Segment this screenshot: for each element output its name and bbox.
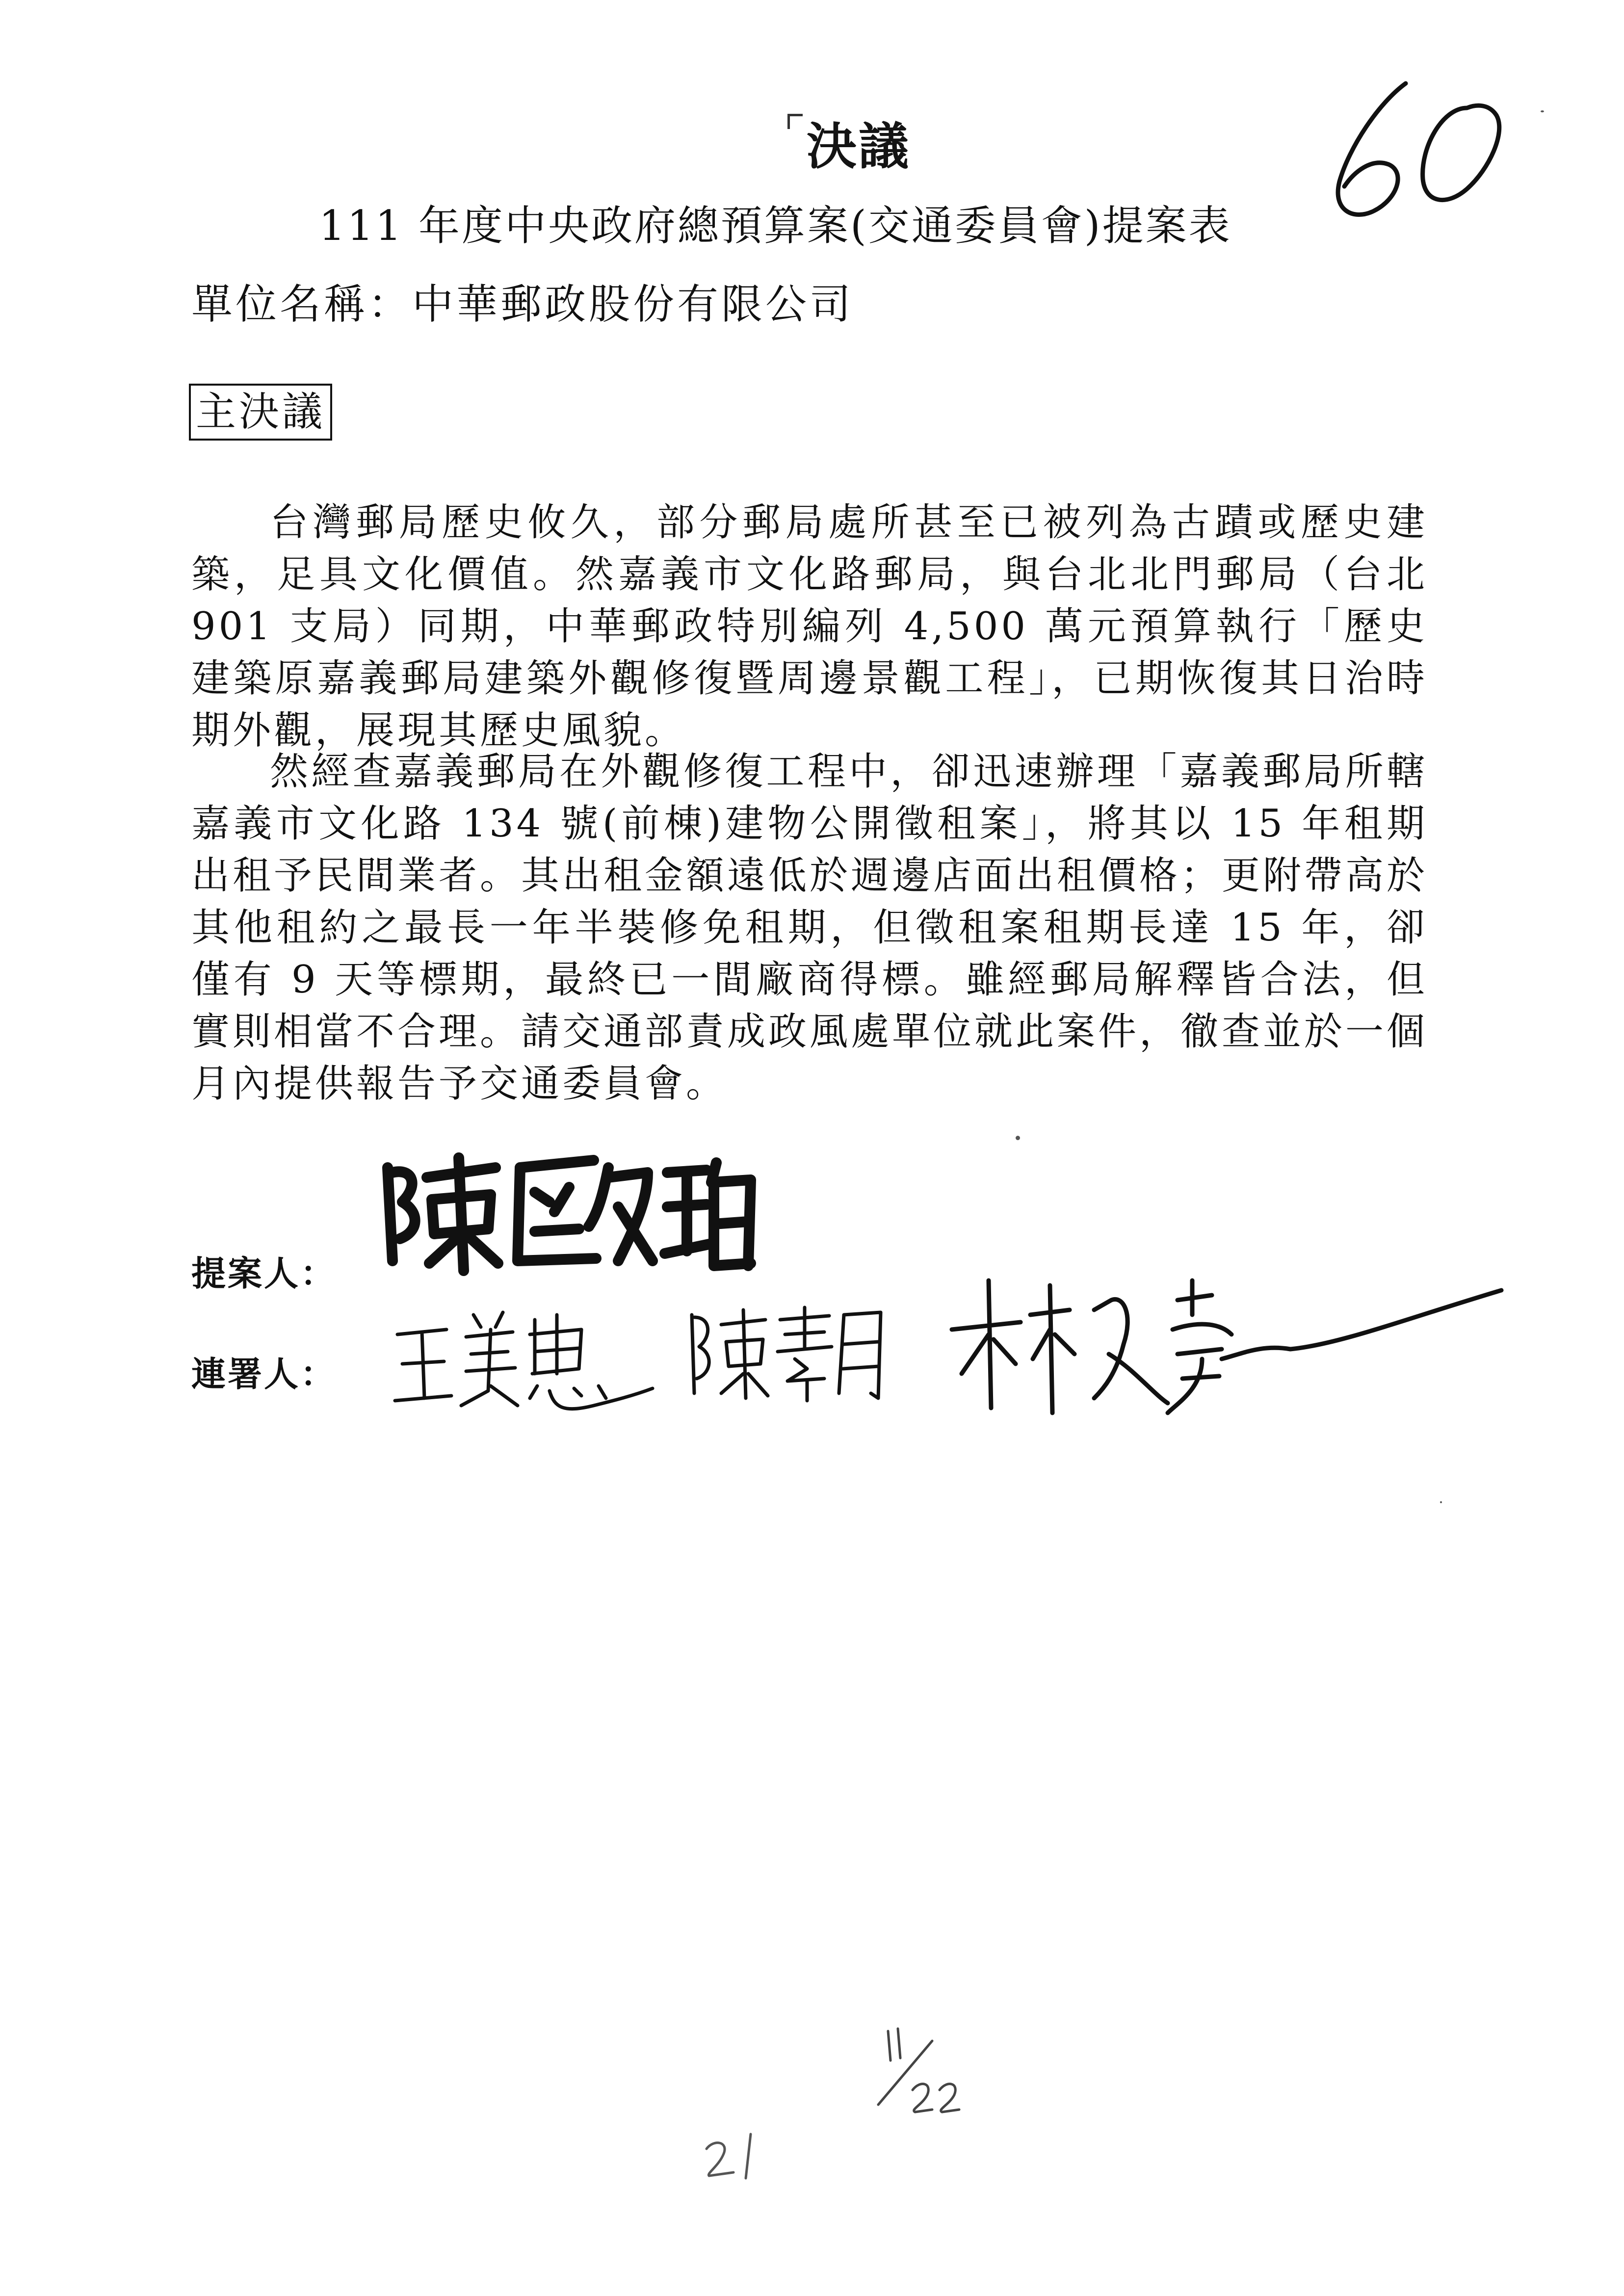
handwritten-page-mark: [692, 2114, 780, 2188]
proposer-label: 提案人：: [191, 1253, 337, 1294]
proposer-signature: [373, 1138, 765, 1285]
page-title: 111 年度中央政府總預算案(交通委員會)提案表: [319, 202, 1232, 250]
resolution-stamp: 決議: [807, 118, 911, 176]
cosigner-signature-1: [388, 1300, 662, 1418]
body-paragraph-1: 台灣郵局歷史攸久，部分郵局處所甚至已被列為古蹟或歷史建築，足具文化價值。然嘉義市文化路郵局，與台北北門郵局（台北 901 支局）同期，中華郵政特別編列 4,500 萬元預算執行「歷史建築原嘉義郵局建築外觀修復暨周邊景觀工程」，已期恢復其日治時期外觀，展現其歷史風貌。: [191, 500, 1428, 753]
cosigner-signature-2: [682, 1295, 893, 1408]
unit-line: [191, 272, 1173, 336]
scan-speck: [1440, 1501, 1442, 1503]
handwritten-page-number: [1320, 74, 1526, 231]
cosigner-label: 連署人：: [191, 1354, 337, 1394]
scan-speck: [1016, 1136, 1020, 1140]
unit-name: 中華郵政股份有限公司: [412, 280, 854, 328]
cosigner-signature-3: [947, 1256, 1506, 1433]
section-label-boxed: 主決議: [189, 384, 332, 441]
body-paragraph-2: 然經查嘉義郵局在外觀修復工程中，卻迅速辦理「嘉義郵局所轄嘉義市文化路 134 號(前棟)建物公開徵租案」，將其以 15 年租期出租予民間業者。其出租金額遠低於週邊店面出租價格；更附帶高於其他租約之最長一年半裝修免租期，但徵租案租期長達 15 年，卻僅有 9 天等標期，最終已一間廠商得標。雖經郵局解釋皆合法，但實則相當不合理。請交通部責成政風處單位就此案件，徹查並於一個月內提供報告予交通委員會。: [191, 750, 1428, 1106]
handwritten-date-note: [859, 2021, 981, 2119]
unit-label: 單位名稱：: [191, 280, 413, 328]
scan-speck: [1541, 110, 1544, 112]
